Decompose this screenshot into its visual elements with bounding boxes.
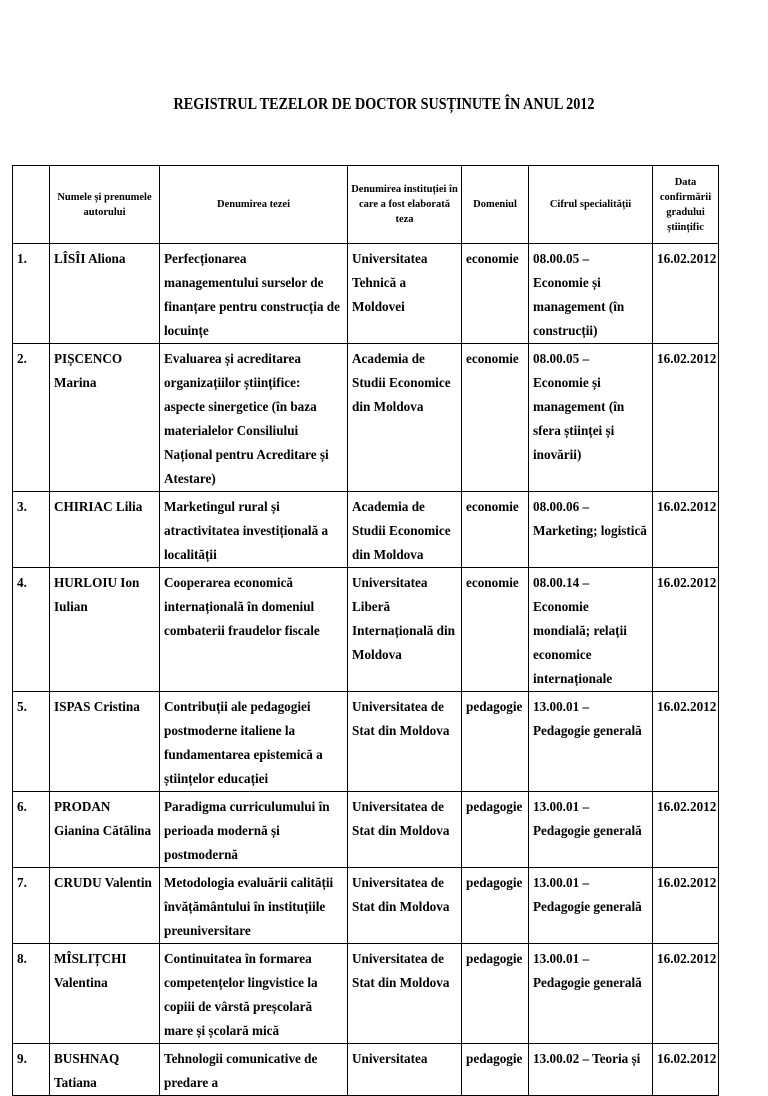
header-thesis: Denumirea tezei bbox=[160, 166, 348, 244]
cell-nr: 2. bbox=[13, 344, 50, 492]
cell-date: 16.02.2012 bbox=[653, 492, 719, 568]
header-author: Numele și prenumele autorului bbox=[50, 166, 160, 244]
cell-thesis: Evaluarea și acreditarea organizațiilor științifice: aspecte sinergetice (în baza materialelor Consiliului Național pentru Acreditare și Atestare) bbox=[160, 344, 348, 492]
cell-date: 16.02.2012 bbox=[653, 692, 719, 792]
cell-institution: Universitatea Liberă Internațională din Moldova bbox=[348, 568, 462, 692]
header-specialty: Cifrul specialității bbox=[529, 166, 653, 244]
cell-thesis: Perfecționarea managementului surselor de finanțare pentru construcția de locuințe bbox=[160, 244, 348, 344]
header-institution: Denumirea instituției în care a fost elaborată teza bbox=[348, 166, 462, 244]
table-row bbox=[13, 692, 719, 792]
cell-author: PIȘCENCO Marina bbox=[50, 344, 160, 492]
cell-author: MÎSLIȚCHI Valentina bbox=[50, 944, 160, 1044]
cell-specialty: 08.00.14 – Economie mondială; relații economice internaționale bbox=[529, 568, 653, 692]
cell-specialty: 08.00.05 – Economie și management (în construcții) bbox=[529, 244, 653, 344]
table-header-row bbox=[13, 166, 719, 244]
cell-domain: pedagogie bbox=[462, 692, 529, 792]
cell-nr: 3. bbox=[13, 492, 50, 568]
table-row bbox=[13, 568, 719, 692]
table-row bbox=[13, 492, 719, 568]
cell-thesis: Continuitatea în formarea competențelor lingvistice la copiii de vârstă preșcolară mare și școlară mică bbox=[160, 944, 348, 1044]
document-title: REGISTRUL TEZELOR DE DOCTOR SUSȚINUTE ÎN ANUL 2012 bbox=[173, 94, 595, 113]
cell-domain: economie bbox=[462, 492, 529, 568]
table-row bbox=[13, 868, 719, 944]
cell-institution: Universitatea de Stat din Moldova bbox=[348, 944, 462, 1044]
cell-nr: 5. bbox=[13, 692, 50, 792]
cell-date: 16.02.2012 bbox=[653, 944, 719, 1044]
table-row bbox=[13, 244, 719, 344]
cell-date: 16.02.2012 bbox=[653, 868, 719, 944]
cell-institution: Universitatea de Stat din Moldova bbox=[348, 868, 462, 944]
table-row bbox=[13, 344, 719, 492]
cell-domain: pedagogie bbox=[462, 944, 529, 1044]
cell-author: CHIRIAC Lilia bbox=[50, 492, 160, 568]
cell-thesis: Tehnologii comunicative de predare a bbox=[160, 1044, 348, 1096]
cell-specialty: 13.00.01 – Pedagogie generală bbox=[529, 868, 653, 944]
cell-thesis: Paradigma curriculumului în perioada modernă și postmodernă bbox=[160, 792, 348, 868]
header-date: Data confirmării gradului științific bbox=[653, 166, 719, 244]
cell-domain: pedagogie bbox=[462, 868, 529, 944]
cell-nr: 7. bbox=[13, 868, 50, 944]
cell-nr: 6. bbox=[13, 792, 50, 868]
cell-domain: economie bbox=[462, 344, 529, 492]
cell-specialty: 13.00.01 – Pedagogie generală bbox=[529, 692, 653, 792]
cell-specialty: 08.00.05 – Economie și management (în sfera științei și inovării) bbox=[529, 344, 653, 492]
theses-table bbox=[12, 165, 719, 1096]
cell-domain: economie bbox=[462, 568, 529, 692]
cell-nr: 9. bbox=[13, 1044, 50, 1096]
cell-specialty: 13.00.01 – Pedagogie generală bbox=[529, 792, 653, 868]
cell-date: 16.02.2012 bbox=[653, 568, 719, 692]
table-row bbox=[13, 792, 719, 868]
cell-author: CRUDU Valentin bbox=[50, 868, 160, 944]
cell-date: 16.02.2012 bbox=[653, 344, 719, 492]
cell-institution: Universitatea Tehnică a Moldovei bbox=[348, 244, 462, 344]
cell-thesis: Cooperarea economică internațională în domeniul combaterii fraudelor fiscale bbox=[160, 568, 348, 692]
cell-nr: 4. bbox=[13, 568, 50, 692]
header-nr bbox=[13, 166, 50, 244]
cell-nr: 1. bbox=[13, 244, 50, 344]
cell-thesis: Metodologia evaluării calității învățământului în instituțiile preuniversitare bbox=[160, 868, 348, 944]
cell-institution: Universitatea de Stat din Moldova bbox=[348, 792, 462, 868]
cell-thesis: Contribuții ale pedagogiei postmoderne italiene la fundamentarea epistemică a științelor educației bbox=[160, 692, 348, 792]
cell-domain: pedagogie bbox=[462, 1044, 529, 1096]
cell-author: LÎSÎI Aliona bbox=[50, 244, 160, 344]
cell-author: BUSHNAQ Tatiana bbox=[50, 1044, 160, 1096]
cell-institution: Academia de Studii Economice din Moldova bbox=[348, 344, 462, 492]
cell-date: 16.02.2012 bbox=[653, 1044, 719, 1096]
cell-institution: Universitatea de Stat din Moldova bbox=[348, 692, 462, 792]
cell-author: HURLOIU Ion Iulian bbox=[50, 568, 160, 692]
table-row bbox=[13, 1044, 719, 1096]
cell-author: PRODAN Gianina Cătălina bbox=[50, 792, 160, 868]
cell-date: 16.02.2012 bbox=[653, 792, 719, 868]
cell-specialty: 13.00.02 – Teoria și bbox=[529, 1044, 653, 1096]
table-row bbox=[13, 944, 719, 1044]
cell-domain: economie bbox=[462, 244, 529, 344]
cell-specialty: 13.00.01 – Pedagogie generală bbox=[529, 944, 653, 1044]
cell-thesis: Marketingul rural și atractivitatea investițională a localității bbox=[160, 492, 348, 568]
cell-institution: Universitatea bbox=[348, 1044, 462, 1096]
cell-date: 16.02.2012 bbox=[653, 244, 719, 344]
header-domain: Domeniul bbox=[462, 166, 529, 244]
cell-nr: 8. bbox=[13, 944, 50, 1044]
cell-author: ISPAS Cristina bbox=[50, 692, 160, 792]
cell-institution: Academia de Studii Economice din Moldova bbox=[348, 492, 462, 568]
cell-specialty: 08.00.06 – Marketing; logistică bbox=[529, 492, 653, 568]
cell-domain: pedagogie bbox=[462, 792, 529, 868]
